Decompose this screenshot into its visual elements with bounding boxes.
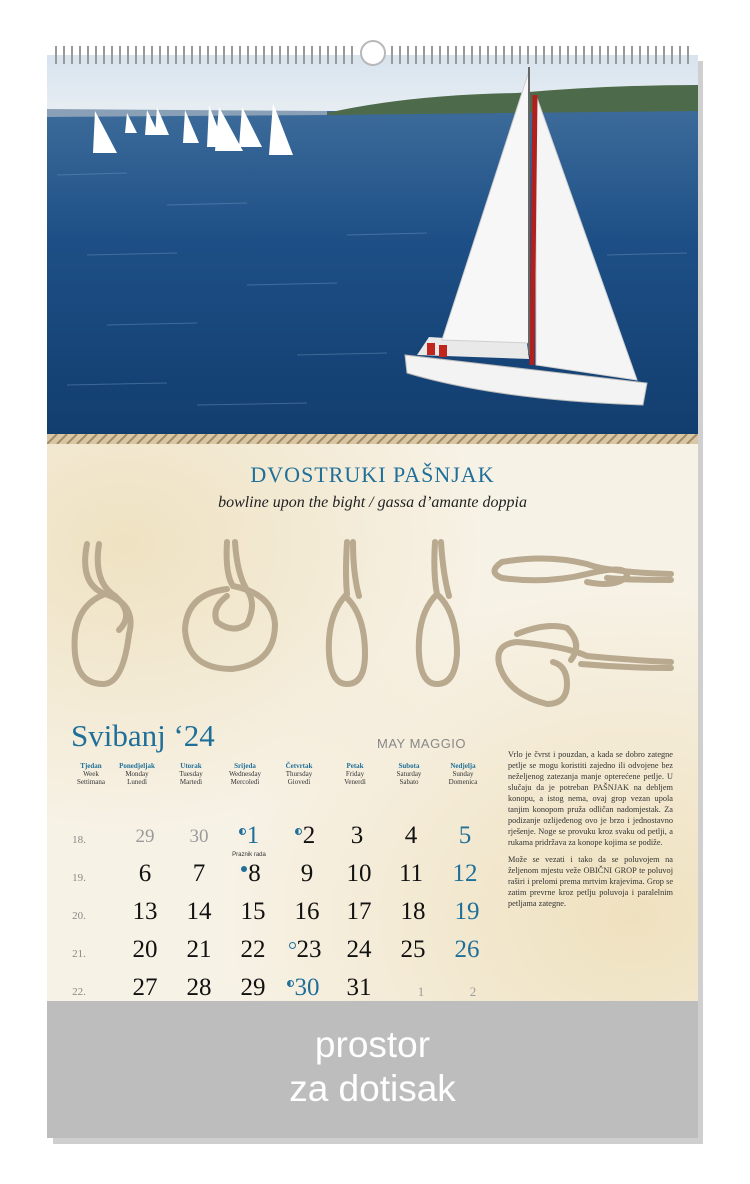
moon-phase-icon — [295, 828, 302, 835]
knot-subtitle: bowline upon the bight / gassa d’amante doppia — [218, 494, 527, 511]
moon-phase-icon — [287, 980, 294, 987]
day-cell: 22 — [240, 936, 266, 963]
description-paragraph: Vrlo je čvrst i pouzdan, a kada se dobro zategne petlje se mogu koristiti zajedno ili odvojene bez neželjenog zatezanja manje opterećene petlje. U slučaju da je potreban PAŠNJAK na debljem konopu, a istog nema, ovaj grop vezan upola tanjim konopom pruža odličan nadomjestak. Za podizanje ozlijeđenog ovo je brzo i jednostavno rješenje. Noge se provuku kroz svaku od petlji, a rukama pridržava za konope kojima se podiže. — [508, 750, 673, 847]
day-cell-sunday: 12 — [452, 860, 478, 887]
day-cell: 16 — [294, 898, 320, 925]
knot-step-2 — [185, 542, 275, 669]
day-cell: 29 — [135, 826, 155, 847]
knot-step-3 — [329, 542, 365, 684]
day-cell: 17 — [346, 898, 372, 925]
day-cell: 27 — [132, 974, 158, 1001]
day-cell: 20 — [132, 936, 158, 963]
knot-steps-illustration — [47, 534, 698, 724]
knot-step-5 — [495, 558, 672, 584]
week-number: 19. — [72, 872, 86, 884]
day-cell: 15 — [240, 898, 266, 925]
header-friday: Petak Friday Venerdì — [344, 762, 366, 786]
month-title: Svibanj ‘24 — [71, 718, 215, 753]
day-cell: 24 — [346, 936, 372, 963]
day-cell: 6 — [138, 860, 152, 887]
day-cell: 28 — [186, 974, 212, 1001]
holiday-label: Praznik rada — [232, 852, 266, 858]
day-cell: 2 — [469, 984, 477, 999]
day-cell: 8 — [223, 860, 279, 888]
description-paragraph: Može se vezati i tako da se poluvojem na željenom mjestu veže OBIČNI GROP te poluvoj raširi i prelomi prema mrtvim krajevima. Grop se zatim prevrne kroz petlju poluvoja i paralelnim petljama zategne. — [508, 855, 673, 908]
calendar-page — [47, 55, 698, 1138]
knot-step-4 — [419, 542, 457, 684]
day-cell-holiday: 30 — [275, 974, 331, 1002]
day-cell-sunday: 26 — [454, 936, 480, 963]
week-number: 20. — [72, 910, 86, 922]
day-cell: 23 — [277, 936, 333, 964]
day-cell: 29 — [240, 974, 266, 1001]
imprint-area — [47, 1001, 698, 1138]
day-cell: 14 — [186, 898, 212, 925]
rope-divider — [47, 434, 698, 444]
imprint-placeholder-text: prostor za dotisak — [289, 1024, 456, 1109]
hanger-hook-icon — [360, 40, 386, 66]
sailing-photo — [47, 55, 698, 438]
day-cell: 21 — [186, 936, 212, 963]
day-cell: 13 — [132, 898, 158, 925]
week-number: 21. — [72, 948, 86, 960]
knot-step-6 — [498, 626, 671, 704]
calendar-body — [47, 444, 698, 1001]
day-cell-sunday: 19 — [454, 898, 480, 925]
day-cell: 18 — [400, 898, 426, 925]
day-cell: 25 — [400, 936, 426, 963]
day-cell: 1 — [417, 984, 425, 999]
header-monday: Ponedjeljak Monday Lunedì — [119, 762, 155, 786]
day-cell: 11 — [398, 860, 424, 887]
day-cell-sunday: 5 — [458, 822, 472, 849]
moon-phase-icon — [241, 866, 247, 872]
day-cell: 3 — [350, 822, 364, 849]
knot-title: DVOSTRUKI PAŠNJAK — [250, 462, 495, 487]
moon-phase-icon — [289, 942, 296, 949]
knot-step-1 — [75, 544, 131, 684]
day-cell-holiday: 1 — [221, 822, 277, 850]
day-cell: 4 — [404, 822, 418, 849]
day-cell: 31 — [346, 974, 372, 1001]
header-tuesday: Utorak Tuesday Martedì — [179, 762, 203, 786]
header-saturday: Subota Saturday Sabato — [396, 762, 422, 786]
header-thursday: Četvrtak Thursday Giovedì — [285, 762, 313, 786]
day-cell: 30 — [189, 826, 209, 847]
header-wednesday: Srijeda Wednesday Mercoledì — [228, 762, 262, 786]
week-number: 22. — [72, 986, 86, 998]
header-sunday: Nedjelja Sunday Domenica — [448, 762, 478, 786]
day-cell: 9 — [300, 860, 314, 887]
month-alt-names: MAY MAGGIO — [377, 736, 467, 751]
week-number: 18. — [72, 834, 86, 846]
moon-phase-icon — [239, 828, 246, 835]
day-cell: 10 — [346, 860, 372, 887]
day-cell: 7 — [192, 860, 206, 887]
day-cell: 2 — [277, 822, 333, 850]
header-week: Tjedan Week Settimana — [77, 762, 105, 786]
knot-description — [508, 749, 673, 915]
